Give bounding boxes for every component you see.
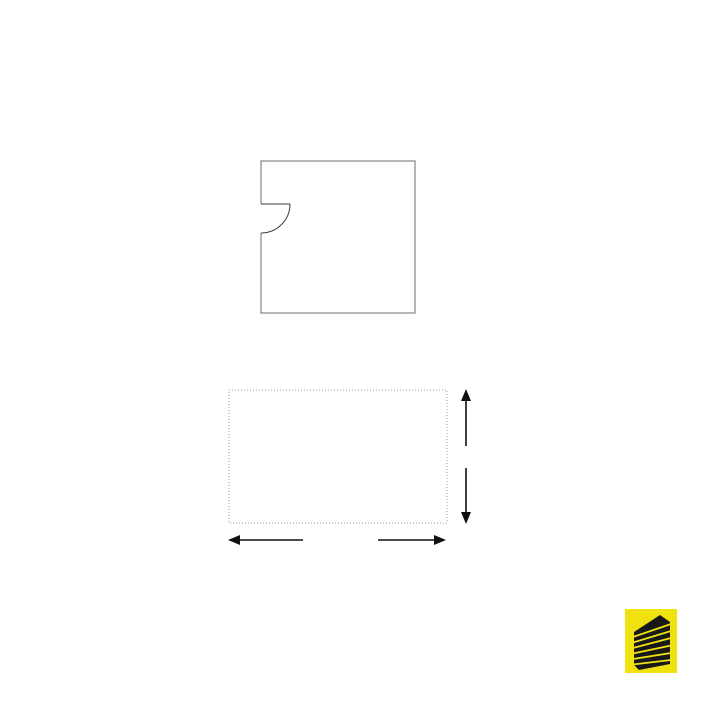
floorplan-room-outline <box>261 161 415 313</box>
height-dimension-arrow <box>461 389 471 524</box>
floorplan-svg <box>255 155 425 320</box>
floorplan-door-arc <box>261 204 290 233</box>
logo-svg <box>625 609 677 673</box>
panel-wall-outline <box>229 390 447 523</box>
stacked-panels-logo-icon <box>625 609 677 673</box>
panel-diagram <box>225 385 510 550</box>
width-dimension-arrow <box>228 535 446 545</box>
floorplan-diagram <box>255 155 425 320</box>
panel-grid-svg <box>225 385 510 550</box>
